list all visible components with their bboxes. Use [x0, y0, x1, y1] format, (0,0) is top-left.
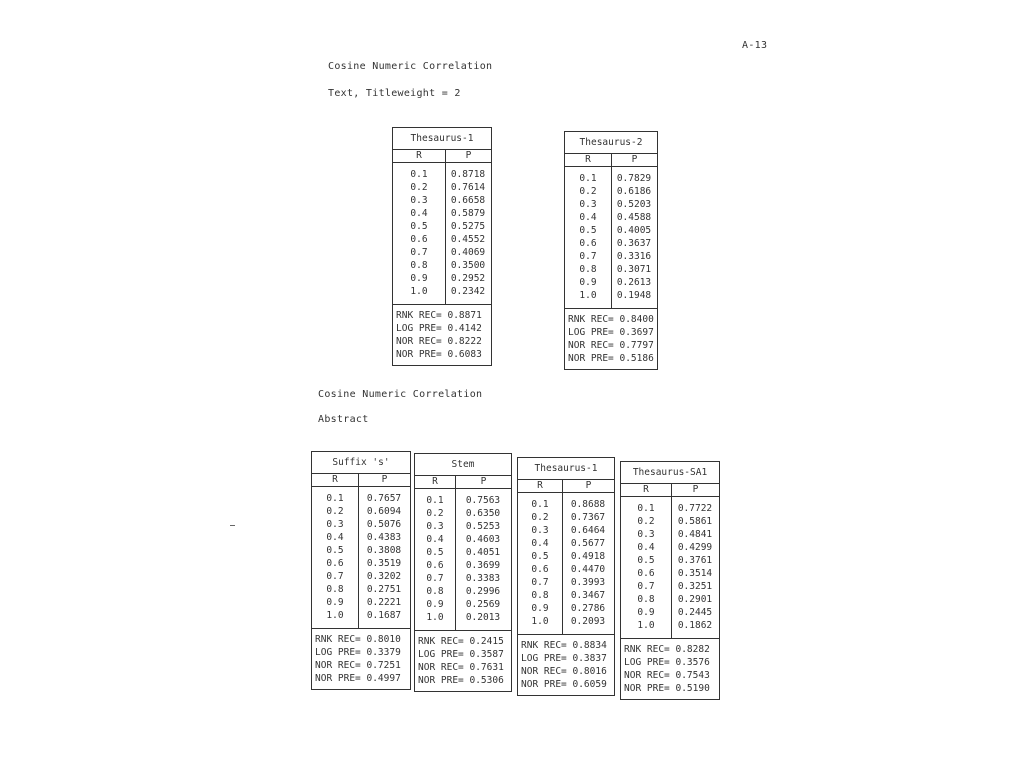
precision-cell: 0.6350: [465, 508, 501, 519]
recall-cell: 0.9: [579, 277, 597, 288]
precision-cell: 0.2221: [366, 597, 402, 608]
table-row: [415, 533, 511, 546]
precision-cell: 0.3699: [465, 560, 501, 571]
precision-cell: 0.2901: [677, 594, 713, 605]
recall-cell: 0.5: [326, 545, 344, 556]
precision-cell: 0.5203: [616, 199, 652, 210]
table-summary: [415, 630, 511, 691]
precision-cell: 0.3071: [616, 264, 652, 275]
table-header-row: [393, 150, 491, 163]
precision-cell: 0.6464: [570, 525, 606, 536]
precision-cell: 0.2569: [465, 599, 501, 610]
table-row: [518, 550, 614, 563]
summary-line: RNK REC= 0.2415: [418, 636, 504, 647]
table-row: [621, 593, 719, 606]
section1-subheading: Text, Titleweight = 2: [328, 88, 461, 99]
precision-cell: 0.3514: [677, 568, 713, 579]
table-row: [518, 524, 614, 537]
recall-cell: 0.5: [531, 551, 549, 562]
recall-cell: 0.4: [410, 208, 428, 219]
table-title: Thesaurus-1: [518, 458, 614, 480]
table-row: [393, 285, 491, 298]
table-row: [312, 505, 410, 518]
section2-subheading: Abstract: [318, 414, 369, 425]
table-thesaurus-2-text: [564, 131, 658, 370]
column-divider: [358, 487, 359, 628]
precision-cell: 0.1862: [677, 620, 713, 631]
recall-cell: 0.8: [326, 584, 344, 595]
table-suffix-s: [311, 451, 411, 690]
precision-cell: 0.2445: [677, 607, 713, 618]
precision-cell: 0.3761: [677, 555, 713, 566]
table-body: [621, 497, 719, 638]
recall-cell: 0.2: [579, 186, 597, 197]
column-divider: [445, 163, 446, 304]
recall-cell: 0.9: [637, 607, 655, 618]
recall-cell: 0.4: [531, 538, 549, 549]
table-row: [312, 492, 410, 505]
precision-cell: 0.1948: [616, 290, 652, 301]
table-summary: [393, 304, 491, 365]
recall-cell: 0.3: [531, 525, 549, 536]
recall-cell: 1.0: [426, 612, 444, 623]
table-row: [518, 576, 614, 589]
column-header-r: R: [415, 476, 456, 488]
table-row: [312, 544, 410, 557]
column-header-r: R: [518, 480, 563, 492]
recall-cell: 0.1: [531, 499, 549, 510]
recall-cell: 0.5: [426, 547, 444, 558]
table-row: [312, 518, 410, 531]
table-row: [621, 515, 719, 528]
recall-cell: 0.4: [579, 212, 597, 223]
precision-cell: 0.4299: [677, 542, 713, 553]
summary-line: RNK REC= 0.8834: [521, 640, 607, 651]
table-row: [518, 498, 614, 511]
table-row: [518, 589, 614, 602]
table-row: [393, 272, 491, 285]
table-row: [621, 528, 719, 541]
table-header-row: [518, 480, 614, 493]
table-title: Stem: [415, 454, 511, 476]
precision-cell: 0.2751: [366, 584, 402, 595]
table-row: [415, 559, 511, 572]
table-body: [312, 487, 410, 628]
recall-cell: 0.7: [426, 573, 444, 584]
precision-cell: 0.3383: [465, 573, 501, 584]
precision-cell: 0.6094: [366, 506, 402, 517]
summary-line: LOG PRE= 0.3837: [521, 653, 607, 664]
table-row: [518, 615, 614, 628]
table-row: [621, 502, 719, 515]
recall-cell: 0.8: [531, 590, 549, 601]
section2-heading: Cosine Numeric Correlation: [318, 389, 483, 400]
precision-cell: 0.4005: [616, 225, 652, 236]
precision-cell: 0.5861: [677, 516, 713, 527]
precision-cell: 0.4051: [465, 547, 501, 558]
table-header-row: [312, 474, 410, 487]
precision-cell: 0.7722: [677, 503, 713, 514]
table-row: [312, 596, 410, 609]
recall-cell: 0.8: [637, 594, 655, 605]
table-row: [518, 537, 614, 550]
recall-cell: 0.2: [326, 506, 344, 517]
table-row: [393, 220, 491, 233]
table-row: [312, 583, 410, 596]
column-header-r: R: [621, 484, 672, 496]
precision-cell: 0.4069: [450, 247, 486, 258]
column-header-p: P: [692, 484, 699, 495]
precision-cell: 0.2013: [465, 612, 501, 623]
table-row: [393, 207, 491, 220]
summary-line: NOR PRE= 0.6059: [521, 679, 607, 690]
recall-cell: 0.1: [326, 493, 344, 504]
precision-cell: 0.2342: [450, 286, 486, 297]
column-divider: [562, 493, 563, 634]
table-stem: [414, 453, 512, 692]
recall-cell: 0.7: [410, 247, 428, 258]
recall-cell: 1.0: [326, 610, 344, 621]
summary-line: NOR REC= 0.7251: [315, 660, 401, 671]
table-row: [415, 507, 511, 520]
table-summary: [518, 634, 614, 695]
precision-cell: 0.3993: [570, 577, 606, 588]
precision-cell: 0.6186: [616, 186, 652, 197]
summary-line: RNK REC= 0.8871: [396, 310, 482, 321]
recall-cell: 0.6: [579, 238, 597, 249]
recall-cell: 0.6: [426, 560, 444, 571]
table-row: [621, 580, 719, 593]
column-header-p: P: [480, 476, 487, 487]
table-body: [415, 489, 511, 630]
recall-cell: 0.4: [326, 532, 344, 543]
summary-line: LOG PRE= 0.3379: [315, 647, 401, 658]
table-header-row: [621, 484, 719, 497]
summary-line: LOG PRE= 0.3587: [418, 649, 504, 660]
summary-line: NOR PRE= 0.5306: [418, 675, 504, 686]
precision-cell: 0.4470: [570, 564, 606, 575]
precision-cell: 0.4918: [570, 551, 606, 562]
table-row: [415, 546, 511, 559]
recall-cell: 0.9: [426, 599, 444, 610]
precision-cell: 0.1687: [366, 610, 402, 621]
recall-cell: 0.3: [426, 521, 444, 532]
precision-cell: 0.7614: [450, 182, 486, 193]
table-summary: [312, 628, 410, 689]
precision-cell: 0.3808: [366, 545, 402, 556]
table-thesaurus-1-abstract: [517, 457, 615, 696]
summary-line: NOR PRE= 0.4997: [315, 673, 401, 684]
table-row: [393, 168, 491, 181]
precision-cell: 0.2952: [450, 273, 486, 284]
recall-cell: 1.0: [410, 286, 428, 297]
table-row: [393, 259, 491, 272]
recall-cell: 0.7: [579, 251, 597, 262]
recall-cell: 0.3: [410, 195, 428, 206]
summary-line: LOG PRE= 0.4142: [396, 323, 482, 334]
table-row: [621, 567, 719, 580]
section1-heading: Cosine Numeric Correlation: [328, 61, 493, 72]
recall-cell: 0.1: [637, 503, 655, 514]
recall-cell: 0.9: [410, 273, 428, 284]
table-row: [312, 570, 410, 583]
column-header-r: R: [312, 474, 359, 486]
precision-cell: 0.7829: [616, 173, 652, 184]
table-row: [393, 233, 491, 246]
recall-cell: 0.7: [531, 577, 549, 588]
recall-cell: 0.9: [326, 597, 344, 608]
recall-cell: 0.3: [326, 519, 344, 530]
precision-cell: 0.3637: [616, 238, 652, 249]
table-row: [518, 563, 614, 576]
recall-cell: 0.3: [579, 199, 597, 210]
precision-cell: 0.2093: [570, 616, 606, 627]
table-body: [518, 493, 614, 634]
precision-cell: 0.7367: [570, 512, 606, 523]
summary-line: NOR REC= 0.8222: [396, 336, 482, 347]
table-thesaurus-1-text: [392, 127, 492, 366]
recall-cell: 0.1: [426, 495, 444, 506]
recall-cell: 1.0: [531, 616, 549, 627]
recall-cell: 0.6: [531, 564, 549, 575]
summary-line: NOR PRE= 0.5186: [568, 353, 654, 364]
precision-cell: 0.2613: [616, 277, 652, 288]
precision-cell: 0.3467: [570, 590, 606, 601]
recall-cell: 0.6: [410, 234, 428, 245]
table-row: [312, 557, 410, 570]
summary-line: NOR REC= 0.7797: [568, 340, 654, 351]
summary-line: RNK REC= 0.8400: [568, 314, 654, 325]
column-header-p: P: [631, 154, 638, 165]
table-row: [621, 619, 719, 632]
precision-cell: 0.5677: [570, 538, 606, 549]
recall-cell: 0.6: [326, 558, 344, 569]
recall-cell: 0.5: [410, 221, 428, 232]
recall-cell: 0.2: [410, 182, 428, 193]
table-row: [393, 194, 491, 207]
summary-line: NOR REC= 0.7543: [624, 670, 710, 681]
recall-cell: 1.0: [637, 620, 655, 631]
precision-cell: 0.2786: [570, 603, 606, 614]
table-row: [393, 246, 491, 259]
precision-cell: 0.4588: [616, 212, 652, 223]
recall-cell: 0.8: [410, 260, 428, 271]
summary-line: LOG PRE= 0.3576: [624, 657, 710, 668]
table-body: [565, 167, 657, 308]
recall-cell: 0.2: [531, 512, 549, 523]
table-row: [621, 606, 719, 619]
precision-cell: 0.4383: [366, 532, 402, 543]
column-header-r: R: [565, 154, 612, 166]
precision-cell: 0.5253: [465, 521, 501, 532]
table-row: [312, 609, 410, 622]
table-row: [621, 554, 719, 567]
recall-cell: 0.1: [410, 169, 428, 180]
column-divider: [611, 167, 612, 308]
recall-cell: 1.0: [579, 290, 597, 301]
column-header-p: P: [465, 150, 472, 161]
table-header-row: [565, 154, 657, 167]
page-number: A-13: [742, 40, 768, 51]
table-row: [518, 511, 614, 524]
recall-cell: 0.7: [326, 571, 344, 582]
column-header-p: P: [585, 480, 592, 491]
table-header-row: [415, 476, 511, 489]
precision-cell: 0.7657: [366, 493, 402, 504]
table-row: [621, 541, 719, 554]
recall-cell: 0.2: [637, 516, 655, 527]
column-header-p: P: [381, 474, 388, 485]
column-header-r: R: [393, 150, 446, 162]
table-title: Thesaurus-1: [393, 128, 491, 150]
precision-cell: 0.2996: [465, 586, 501, 597]
recall-cell: 0.6: [637, 568, 655, 579]
column-divider: [455, 489, 456, 630]
recall-cell: 0.1: [579, 173, 597, 184]
table-summary: [621, 638, 719, 699]
precision-cell: 0.3202: [366, 571, 402, 582]
table-row: [518, 602, 614, 615]
recall-cell: 0.2: [426, 508, 444, 519]
summary-line: RNK REC= 0.8010: [315, 634, 401, 645]
recall-cell: 0.9: [531, 603, 549, 614]
precision-cell: 0.7563: [465, 495, 501, 506]
precision-cell: 0.3316: [616, 251, 652, 262]
precision-cell: 0.3519: [366, 558, 402, 569]
table-row: [415, 611, 511, 624]
stray-mark: [230, 525, 235, 526]
table-row: [415, 494, 511, 507]
summary-line: LOG PRE= 0.3697: [568, 327, 654, 338]
table-title: Suffix 's': [312, 452, 410, 474]
table-summary: [565, 308, 657, 369]
table-title: Thesaurus-2: [565, 132, 657, 154]
recall-cell: 0.5: [579, 225, 597, 236]
table-row: [415, 520, 511, 533]
precision-cell: 0.4552: [450, 234, 486, 245]
recall-cell: 0.8: [579, 264, 597, 275]
recall-cell: 0.3: [637, 529, 655, 540]
precision-cell: 0.4603: [465, 534, 501, 545]
table-row: [415, 572, 511, 585]
precision-cell: 0.3500: [450, 260, 486, 271]
summary-line: NOR PRE= 0.6083: [396, 349, 482, 360]
recall-cell: 0.8: [426, 586, 444, 597]
precision-cell: 0.6658: [450, 195, 486, 206]
table-row: [312, 531, 410, 544]
recall-cell: 0.4: [426, 534, 444, 545]
summary-line: NOR PRE= 0.5190: [624, 683, 710, 694]
summary-line: NOR REC= 0.7631: [418, 662, 504, 673]
table-row: [415, 598, 511, 611]
table-body: [393, 163, 491, 304]
summary-line: RNK REC= 0.8282: [624, 644, 710, 655]
precision-cell: 0.5275: [450, 221, 486, 232]
precision-cell: 0.8718: [450, 169, 486, 180]
precision-cell: 0.5879: [450, 208, 486, 219]
table-title: Thesaurus-SA1: [621, 462, 719, 484]
recall-cell: 0.4: [637, 542, 655, 553]
table-row: [393, 181, 491, 194]
column-divider: [671, 497, 672, 638]
table-thesaurus-sa1: [620, 461, 720, 700]
recall-cell: 0.5: [637, 555, 655, 566]
precision-cell: 0.8688: [570, 499, 606, 510]
table-row: [415, 585, 511, 598]
recall-cell: 0.7: [637, 581, 655, 592]
precision-cell: 0.4841: [677, 529, 713, 540]
summary-line: NOR REC= 0.8016: [521, 666, 607, 677]
precision-cell: 0.5076: [366, 519, 402, 530]
precision-cell: 0.3251: [677, 581, 713, 592]
